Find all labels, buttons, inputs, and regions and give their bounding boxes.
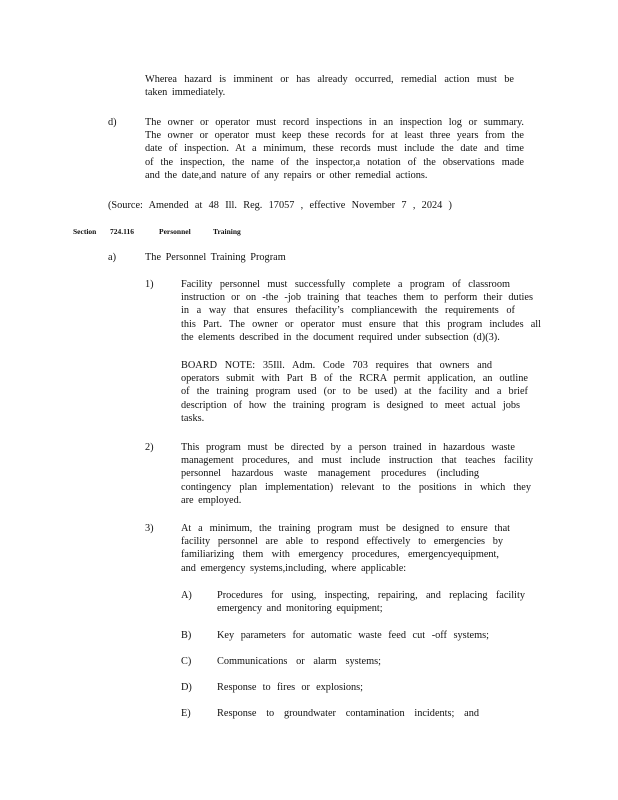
text-line: Communications or alarm systems; [217,656,381,667]
subsection-heading: The Personnel Training Program [145,252,286,263]
text-line: Facility personnel must successfully complete a program of classroom [181,279,510,290]
paragraph-C [217,655,381,668]
section-label: Section [73,227,97,236]
item-marker-2: 2) [145,442,154,453]
paragraph-a [145,251,286,264]
item-marker-C: C) [181,656,192,667]
text-line: operators submit with Part B of the RCRA permit application, an outline [181,373,528,385]
text-line: At a minimum, the training program must be designed to ensure that [181,523,510,534]
text-line: and emergency systems,including, where applicable: [181,562,407,574]
text-line: description of how the training program is designed to meet actual jobs [181,399,520,411]
section-title-word: Personnel [159,227,191,236]
continuation-paragraph [145,73,514,99]
text-line: taken immediately. [145,87,226,99]
text-line: Procedures for using, inspecting, repairing, and replacing facility [217,590,525,601]
item-marker-1: 1) [145,279,154,290]
text-line: BOARD NOTE: 35Ill. Adm. Code 703 requires that owners and [181,360,492,371]
text-line: Response to groundwater contamination incidents; and [217,708,479,719]
text-line: Response to fires or explosions; [217,682,363,693]
text-line: management procedures, and must include instruction that teaches facility [181,455,533,467]
item-marker-a: a) [108,252,116,263]
item-marker-B: B) [181,630,192,641]
text-line: are employed. [181,494,242,506]
text-line: the elements described in the document required under subsection (d)(3). [181,331,500,343]
text-line: The owner or operator must keep these records for at least three years from the [145,130,524,142]
paragraph-3 [181,522,511,575]
text-line: The owner or operator must record inspections in an inspection log or summary. [145,117,524,128]
item-marker-E: E) [181,708,191,719]
text-line: of the training program used (or to be used) at the facility and a brief [181,386,528,398]
paragraph-A [217,589,525,615]
paragraph-d [145,116,524,182]
paragraph-B [217,629,489,642]
text-line: facility personnel are able to respond effectively to emergencies by [181,536,503,548]
text-line: in a way that ensures thefacility’s compliancewith the requirements of [181,305,515,317]
source-note-text: (Source: Amended at 48 Ill. Reg. 17057 , effective November 7 , 2024 ) [108,200,452,211]
item-marker-3: 3) [145,523,154,534]
item-marker-d: d) [108,117,117,128]
board-note [181,359,528,425]
text-line: and the date,and nature of any repairs or other remedial actions. [145,169,428,181]
text-line: this Part. The owner or operator must ensure that this program includes all [181,318,541,330]
item-marker-A: A) [181,590,192,601]
text-line: This program must be directed by a person trained in hazardous waste [181,442,515,453]
text-line: Wherea hazard is imminent or has already occurred, remedial action must be [145,74,514,85]
text-line: personnel hazardous waste management procedures (including [181,468,479,480]
paragraph-E [217,707,479,720]
text-line: familiarizing them with emergency procedures, emergencyequipment, [181,549,499,561]
paragraph-D [217,681,363,694]
item-marker-D: D) [181,682,192,693]
paragraph-1 [181,278,541,344]
text-line: Key parameters for automatic waste feed cut -off systems; [217,630,489,641]
paragraph-2 [181,441,533,507]
section-title-word: Training [213,227,241,236]
text-line: contingency plan implementation) relevant to the positions in which they [181,481,531,493]
text-line: tasks. [181,412,205,424]
section-number: 724.116 [110,227,134,236]
text-line: date of inspection. At a minimum, these records must include the date and time [145,143,524,155]
text-line: instruction or on -the -job training that teaches them to perform their duties [181,292,533,304]
source-note [108,199,452,212]
text-line: emergency and monitoring equipment; [217,603,383,615]
text-line: of the inspection, the name of the inspector,a notation of the observations made [145,156,524,168]
